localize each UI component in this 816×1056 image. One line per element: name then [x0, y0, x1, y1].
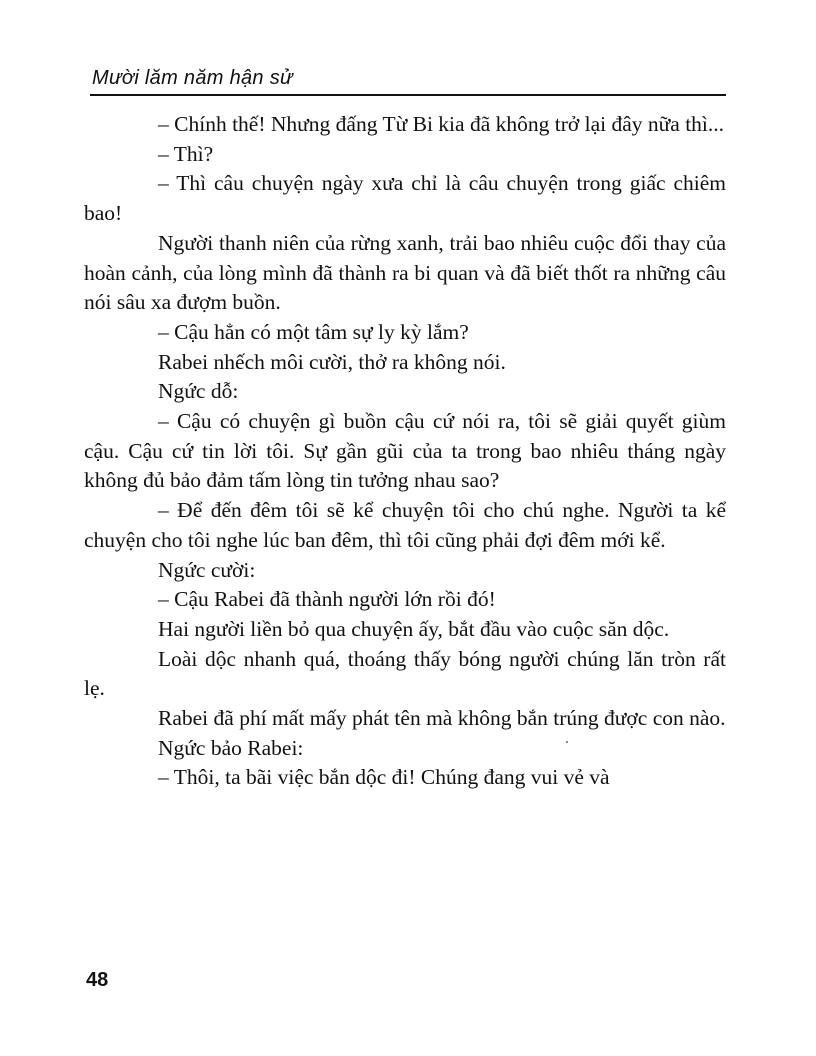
paragraph: Rabei nhếch môi cười, thở ra không nói.	[158, 349, 506, 374]
paragraph: – Chính thế! Nhưng đấng Từ Bi kia đã không trở lại đây nữa thì...	[158, 112, 725, 136]
body-text	[84, 110, 726, 793]
page-number: 48	[86, 969, 109, 991]
paragraph: Ngức cười:	[158, 557, 256, 582]
running-title: Mười lăm năm hận sử	[92, 67, 293, 89]
paragraph: Rabei đã phí mất mấy phát tên mà không bắn trúng được con nào.	[158, 706, 726, 731]
running-header	[90, 64, 726, 96]
paragraph: Ngức dỗ:	[158, 379, 239, 404]
paragraph: – Cậu hẳn có một tâm sự ly kỳ lắm?	[158, 319, 469, 344]
paragraph: – Để đến đêm tôi sẽ kể chuyện tôi cho chú nghe. Người ta kể chuyện cho tôi nghe lúc ban đêm, thì tôi cũng phải đợi đêm mới kể.	[84, 498, 726, 552]
scan-speck	[566, 741, 568, 743]
paragraph: – Cậu có chuyện gì buồn cậu cứ nói ra, tôi sẽ giải quyết giùm cậu. Cậu cứ tin lời tôi. Sự gần gũi của ta trong bao nhiêu tháng ngày không đủ bảo đảm tấm lòng tin tưởng nhau sao?	[84, 409, 726, 493]
paragraph: – Thôi, ta bãi việc bắn dộc đi! Chúng đang vui vẻ và	[158, 765, 610, 790]
paragraph: Hai người liền bỏ qua chuyện ấy, bắt đầu vào cuộc săn dộc.	[158, 616, 670, 641]
paragraph: – Cậu Rabei đã thành người lớn rồi đó!	[158, 587, 496, 612]
paragraph: – Thì câu chuyện ngày xưa chỉ là câu chuyện trong giấc chiêm bao!	[84, 171, 726, 226]
paragraph: Người thanh niên của rừng xanh, trải bao nhiêu cuộc đổi thay của hoàn cảnh, của lòng mình đã thành ra bi quan và đã biết thốt ra những câu nói sâu xa đượm buồn.	[84, 230, 726, 315]
paragraph: Ngức bảo Rabei:	[158, 735, 304, 760]
paragraph: Loài dộc nhanh quá, thoáng thấy bóng người chúng lăn tròn rất lẹ.	[84, 646, 726, 701]
paragraph: – Thì?	[158, 141, 214, 166]
